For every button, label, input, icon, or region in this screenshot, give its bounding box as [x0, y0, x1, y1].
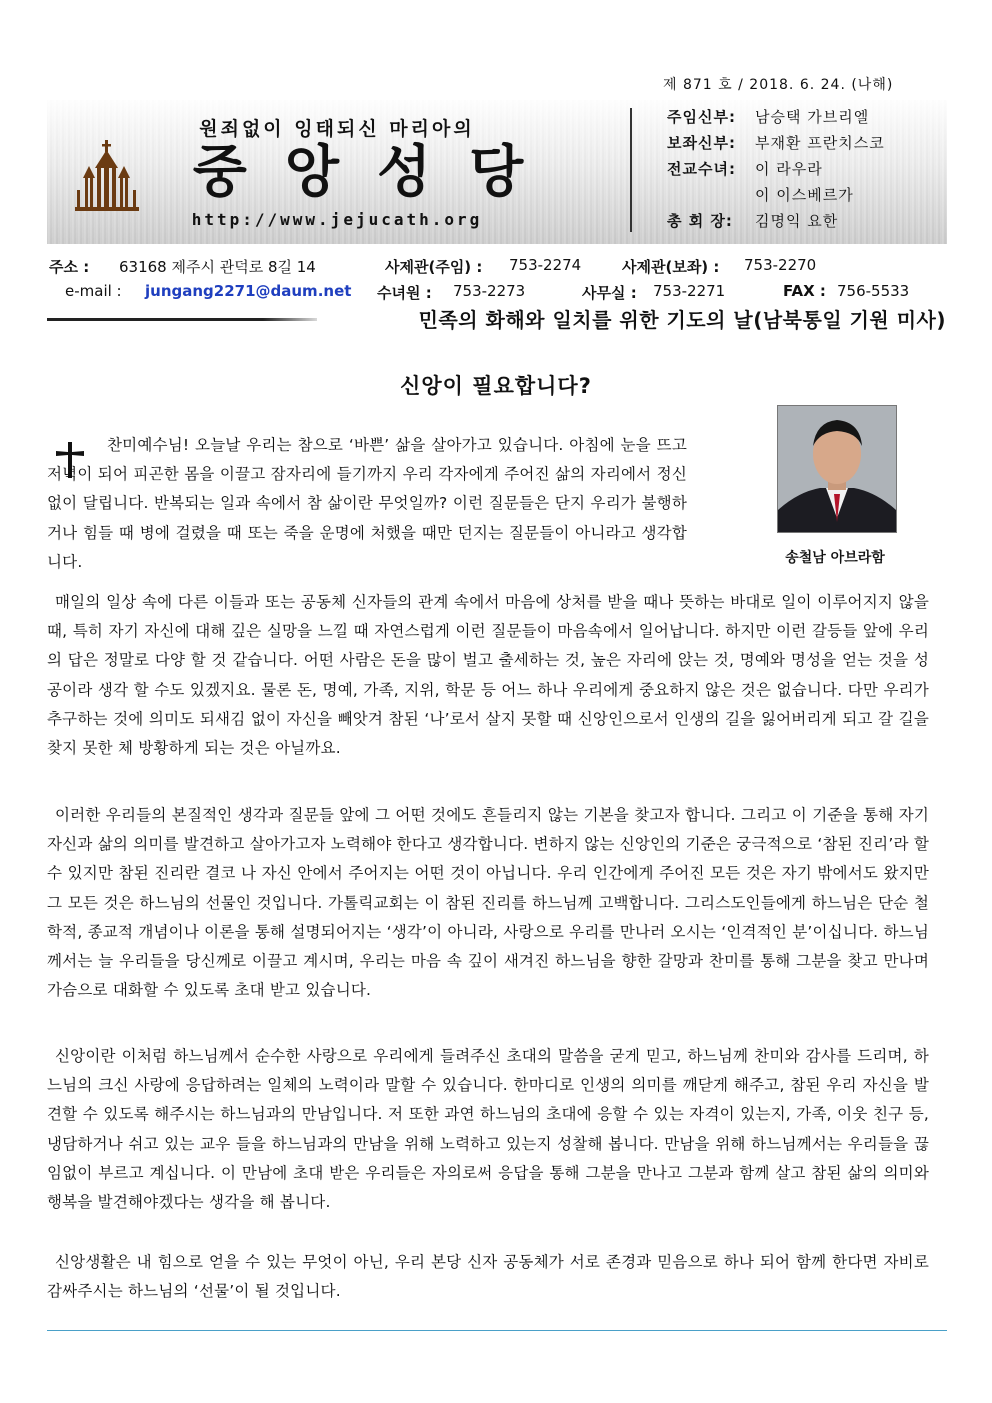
staff-list [667, 104, 947, 234]
rectory-main-phone: 753-2274 [509, 256, 582, 274]
masthead-left [47, 100, 627, 244]
staff-role: 총 회 장: [667, 212, 733, 230]
headline: 민족의 화해와 일치를 위한 기도의 날(남북통일 기원 미사) [418, 308, 946, 332]
article-paragraph: 매일의 일상 속에 다른 이들과 또는 공동체 신자들의 관계 속에서 마음에 상처를 받을 때나 뜻하는 바대로 일이 이루어지지 않을 때, 특히 자기 자신에 대해 깊은 실망을 느낄 때 자연스럽게 이런 질문들이 마음속에서 일어납니다. 하지만 이런 갈등들 앞에 우리의 답은 정말로 다양 할 것 같습니다. 어떤 사람은 돈을 많이 벌고 출세하는 것, 높은 자리에 앉는 것, 명예와 명성을 얻는 것을 성공이라 생각 할 수도 있겠지요. 물론 돈, 명예, 가족, 지위, 학문 등 어느 하나 우리에게 중요하지 않은 것은 없습니다. 다만 우리가 추구하는 것에 의미도 되새김 없이 자신을 빼앗겨 참된 ‘나’로서 살지 못할 때 신앙인으로서 인생의 길을 잃어버리게 되고 갈 길을 찾지 못한 체 방황하게 되는 것은 아닐까요. [47, 593, 929, 758]
office-phone: 753-2271 [653, 282, 726, 300]
fax-label: FAX : [783, 282, 826, 300]
staff-name: 이 라우라 [755, 160, 823, 178]
author-photo [777, 405, 897, 533]
website-link[interactable]: http://www.jejucath.org [191, 210, 483, 229]
fax-number: 756-5533 [837, 282, 910, 300]
staff-row [667, 156, 947, 182]
staff-row [667, 104, 947, 130]
staff-role: 보좌신부: [667, 134, 736, 152]
article-paragraph: 신앙생활은 내 힘으로 얻을 수 있는 무엇이 아닌, 우리 본당 신자 공동체가 서로 존경과 믿음으로 하나 되어 함께 한다면 자비로 감싸주시는 하느님의 ‘선물’이 될 것입니다. [47, 1253, 929, 1301]
address-value: 63168 제주시 관덕로 8길 14 [119, 258, 316, 276]
article-title: 신앙이 필요합니다? [400, 374, 592, 398]
staff-role: 전교수녀: [667, 160, 736, 178]
convent-phone: 753-2273 [453, 282, 526, 300]
office-label: 사무실 : [582, 284, 637, 302]
staff-name: 이 이스베르가 [755, 186, 854, 204]
author-caption: 송철남 아브라함 [785, 550, 885, 566]
article-paragraph: 신앙이란 이처럼 하느님께서 순수한 사랑으로 우리에게 들려주신 초대의 말씀을 굳게 믿고, 하느님께 찬미와 감사를 드리며, 하느님의 크신 사랑에 응답하려는 일체의 노력이라 말할 수 있습니다. 한마디로 인생의 의미를 깨닫게 해주고, 참된 우리 자신을 발견할 수 있도록 해주시는 하느님과의 만남입니다. 저 또한 과연 하느님의 초대에 응할 수 있는 자격이 있는지, 가족, 이웃 친구 등, 냉담하거나 쉬고 있는 교우 들을 하느님과의 만남을 위해 노력하고 있는지 성찰해 봅니다. 만남을 위해 하느님께서는 우리들을 끊임없이 부르고 계십니다. 이 만남에 초대 받은 우리들은 자의로써 응답을 통해 그분을 만나고 그분과 함께 살고 참된 삶의 의미와 행복을 발견해야겠다는 생각을 해 봅니다. [47, 1047, 929, 1212]
staff-row [667, 208, 947, 234]
rectory-asst-label: 사제관(보좌) : [622, 258, 720, 276]
address-label: 주소 : [49, 258, 90, 276]
bottom-divider [47, 1330, 947, 1331]
email-link[interactable]: jungang2271@daum.net [145, 282, 352, 300]
author-portrait-icon [778, 406, 896, 532]
rectory-asst-phone: 753-2270 [744, 256, 817, 274]
staff-row [667, 130, 947, 156]
staff-role: 주임신부: [667, 108, 736, 126]
issue-line: 제 871 호 / 2018. 6. 24. (나해) [663, 77, 894, 93]
article-paragraph: 이러한 우리들의 본질적인 생각과 질문들 앞에 그 어떤 것에도 흔들리지 않는 기본을 찾고자 합니다. 그리고 이 기준을 통해 자기 자신과 삶의 의미를 발견하고 살아가고자 노력해야 한다고 생각합니다. 변하지 않는 신앙인의 기준은 궁극적으로 ‘참된 진리’라 할 수 있지만 참된 진리란 결코 나 자신 안에서 주어지는 어떤 것이 아닙니다. 우리 인간에게 주어진 모든 것은 자기 밖에서도 왔지만 그 모든 것은 하느님의 선물인 것입니다. 가톨릭교회는 이 참된 진리를 하느님께 고백합니다. 그리스도인들에게 하느님은 단순 철학적, 종교적 개념이나 이론을 통해 설명되어지는 ‘생각’이 아니라, 사랑으로 우리를 만나러 오시는 ‘인격적인 분’이십니다. 하느님께서는 늘 우리들을 당신께로 이끌고 계시며, 우리는 마음 속 깊이 새겨진 하느님을 향한 갈망과 찬미를 통해 그분을 찾고 만나며 가슴으로 대화할 수 있도록 초대 받고 있습니다. [47, 806, 929, 1000]
staff-name: 김명익 요한 [755, 212, 839, 230]
masthead-banner [47, 100, 947, 244]
headline-rule [47, 318, 317, 321]
masthead-divider [630, 108, 632, 232]
email-label: e-mail : [65, 282, 122, 300]
convent-label: 수녀원 : [377, 284, 432, 302]
church-logo-icon [75, 138, 139, 212]
staff-name: 남승택 가브리엘 [755, 108, 870, 126]
staff-name: 부재환 프란치스코 [755, 134, 885, 152]
article-paragraph: 찬미예수님! 오늘날 우리는 참으로 ‘바쁜’ 삶을 살아가고 있습니다. 아침에 눈을 뜨고 저녁이 되어 피곤한 몸을 이끌고 잠자리에 들기까지 우리 각자에게 주어진 삶의 자리에서 정신없이 달립니다. 반복되는 일과 속에서 참 삶이란 무엇일까? 이런 질문들은 단지 우리가 불행하거나 힘들 때 병에 걸렸을 때 또는 죽을 운명에 처했을 때만 던지는 질문들이 아니라고 생각합니다. [47, 436, 687, 571]
masthead-subtitle: 원죄없이 잉태되신 마리아의 [199, 118, 475, 140]
masthead-title: 중앙성당 [192, 140, 562, 205]
rectory-main-label: 사제관(주임) : [385, 258, 483, 276]
staff-row [667, 182, 947, 208]
